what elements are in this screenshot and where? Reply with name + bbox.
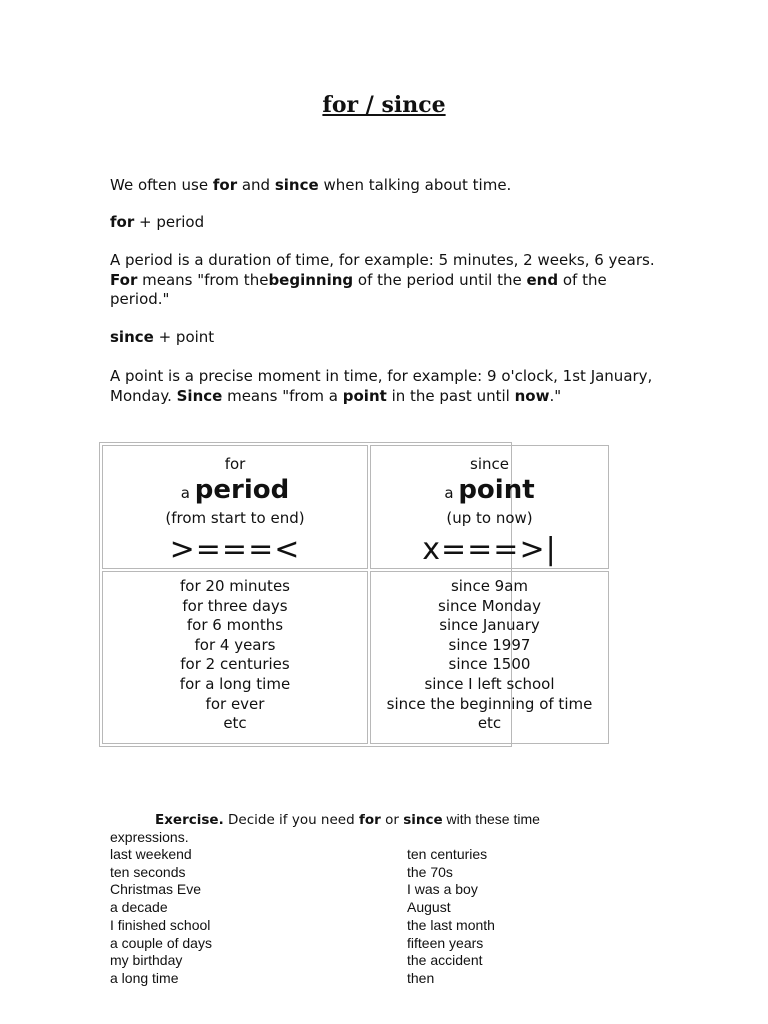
since-example: since the beginning of time — [386, 694, 593, 713]
exercise-item: a couple of days — [110, 934, 212, 951]
intro-bold-for: for — [212, 176, 238, 194]
exercise-text-2: or — [380, 812, 404, 828]
exercise-item: the accident — [407, 952, 483, 969]
since-rule — [110, 328, 670, 348]
period-bold-end: end — [526, 270, 559, 289]
exercise-item: ten seconds — [110, 863, 186, 880]
for-examples-list — [103, 577, 367, 734]
point-bold-since: Since — [176, 386, 223, 405]
for-rule-rest: + period — [134, 213, 205, 231]
since-example: since I left school — [424, 674, 555, 693]
since-rule-rest: + point — [153, 328, 215, 346]
for-example: for 6 months — [186, 616, 284, 635]
for-header-arrow: >===< — [169, 532, 301, 567]
intro-text-1: We often use — [110, 176, 213, 194]
for-example: for three days — [182, 596, 288, 615]
for-example: for a long time — [179, 674, 291, 693]
period-paragraph — [110, 251, 670, 310]
since-example: since January — [439, 616, 540, 635]
page-title: for / since — [322, 92, 446, 118]
point-text-4: ." — [549, 386, 562, 405]
exercise-item: a decade — [110, 899, 168, 916]
for-header-article: a — [180, 484, 195, 502]
exercise-item: the last month — [407, 916, 495, 933]
exercise-text-1: Decide if you need — [223, 812, 359, 828]
exercise-item: fifteen years — [407, 934, 484, 951]
exercise-item: my birthday — [110, 952, 183, 969]
exercise-item: ten centuries — [407, 846, 488, 862]
since-example: since 1500 — [448, 655, 531, 674]
since-header-cell — [370, 445, 609, 569]
intro-text-2: and — [237, 176, 275, 194]
period-bold-for: For — [110, 270, 138, 289]
point-bold-now: now — [514, 386, 550, 405]
exercise-bold-for: for — [358, 812, 381, 828]
exercise-bold-since: since — [403, 812, 443, 828]
since-example: etc — [477, 714, 502, 733]
since-header-sub: (up to now) — [446, 509, 533, 527]
since-header-word: since — [470, 455, 509, 473]
period-text-2: means "from the — [137, 270, 269, 289]
exercise-label: Exercise. — [155, 812, 224, 828]
exercise-instructions — [110, 811, 590, 846]
exercise-item: I was a boy — [407, 881, 478, 898]
for-example: for ever — [205, 694, 265, 713]
since-header-arrow: x===>| — [422, 532, 557, 567]
point-paragraph — [110, 367, 670, 406]
exercise-item: I finished school — [110, 916, 211, 933]
exercise-right-column — [407, 846, 495, 988]
exercise-item: then — [407, 969, 435, 986]
since-example: since 9am — [450, 577, 529, 595]
period-bold-beginning: beginning — [268, 270, 354, 289]
for-example: for 4 years — [194, 635, 276, 654]
exercise-item: the 70s — [407, 863, 453, 880]
since-header-article: a — [444, 484, 459, 502]
point-text-2: means "from a — [222, 386, 343, 405]
period-text-3: of the period until the — [353, 270, 527, 289]
for-example: for 2 centuries — [180, 655, 290, 674]
for-examples-cell — [102, 571, 368, 744]
intro-paragraph — [110, 176, 670, 196]
period-text-4: of the period." — [110, 270, 607, 308]
exercise-text-3: with these time expressions. — [110, 811, 540, 845]
for-header-word: for — [224, 455, 246, 473]
point-bold-point: point — [342, 386, 387, 405]
for-header-cell — [102, 445, 368, 569]
for-header-big: period — [194, 475, 290, 505]
intro-text-3: when talking about time. — [318, 176, 512, 194]
for-example: for 20 minutes — [180, 577, 290, 595]
exercise-item: Christmas Eve — [110, 881, 202, 898]
since-header-big: point — [458, 475, 535, 505]
since-rule-word: since — [110, 328, 154, 346]
exercise-item: August — [407, 899, 451, 916]
exercise-item: last weekend — [110, 846, 192, 862]
for-rule — [110, 213, 670, 233]
point-text-3: in the past until — [386, 386, 515, 405]
exercise-item: a long time — [110, 969, 179, 986]
since-example: since Monday — [438, 596, 541, 615]
for-since-table — [99, 442, 593, 747]
for-example: etc — [223, 714, 247, 733]
for-header-sub: (from start to end) — [165, 509, 305, 527]
for-rule-word: for — [110, 213, 135, 231]
point-text-1: A point is a precise moment in time, for example: 9 o'clock, 1st January, Monday. — [110, 367, 653, 405]
since-examples-cell — [370, 571, 609, 744]
period-text-1: A period is a duration of time, for example: 5 minutes, 2 weeks, 6 years. — [110, 251, 655, 269]
since-example: since 1997 — [448, 635, 531, 654]
exercise-left-column — [110, 846, 212, 988]
since-header-point-line — [371, 474, 608, 509]
since-examples-list — [371, 577, 608, 734]
intro-bold-since: since — [274, 176, 319, 194]
for-header-period-line — [103, 474, 367, 509]
